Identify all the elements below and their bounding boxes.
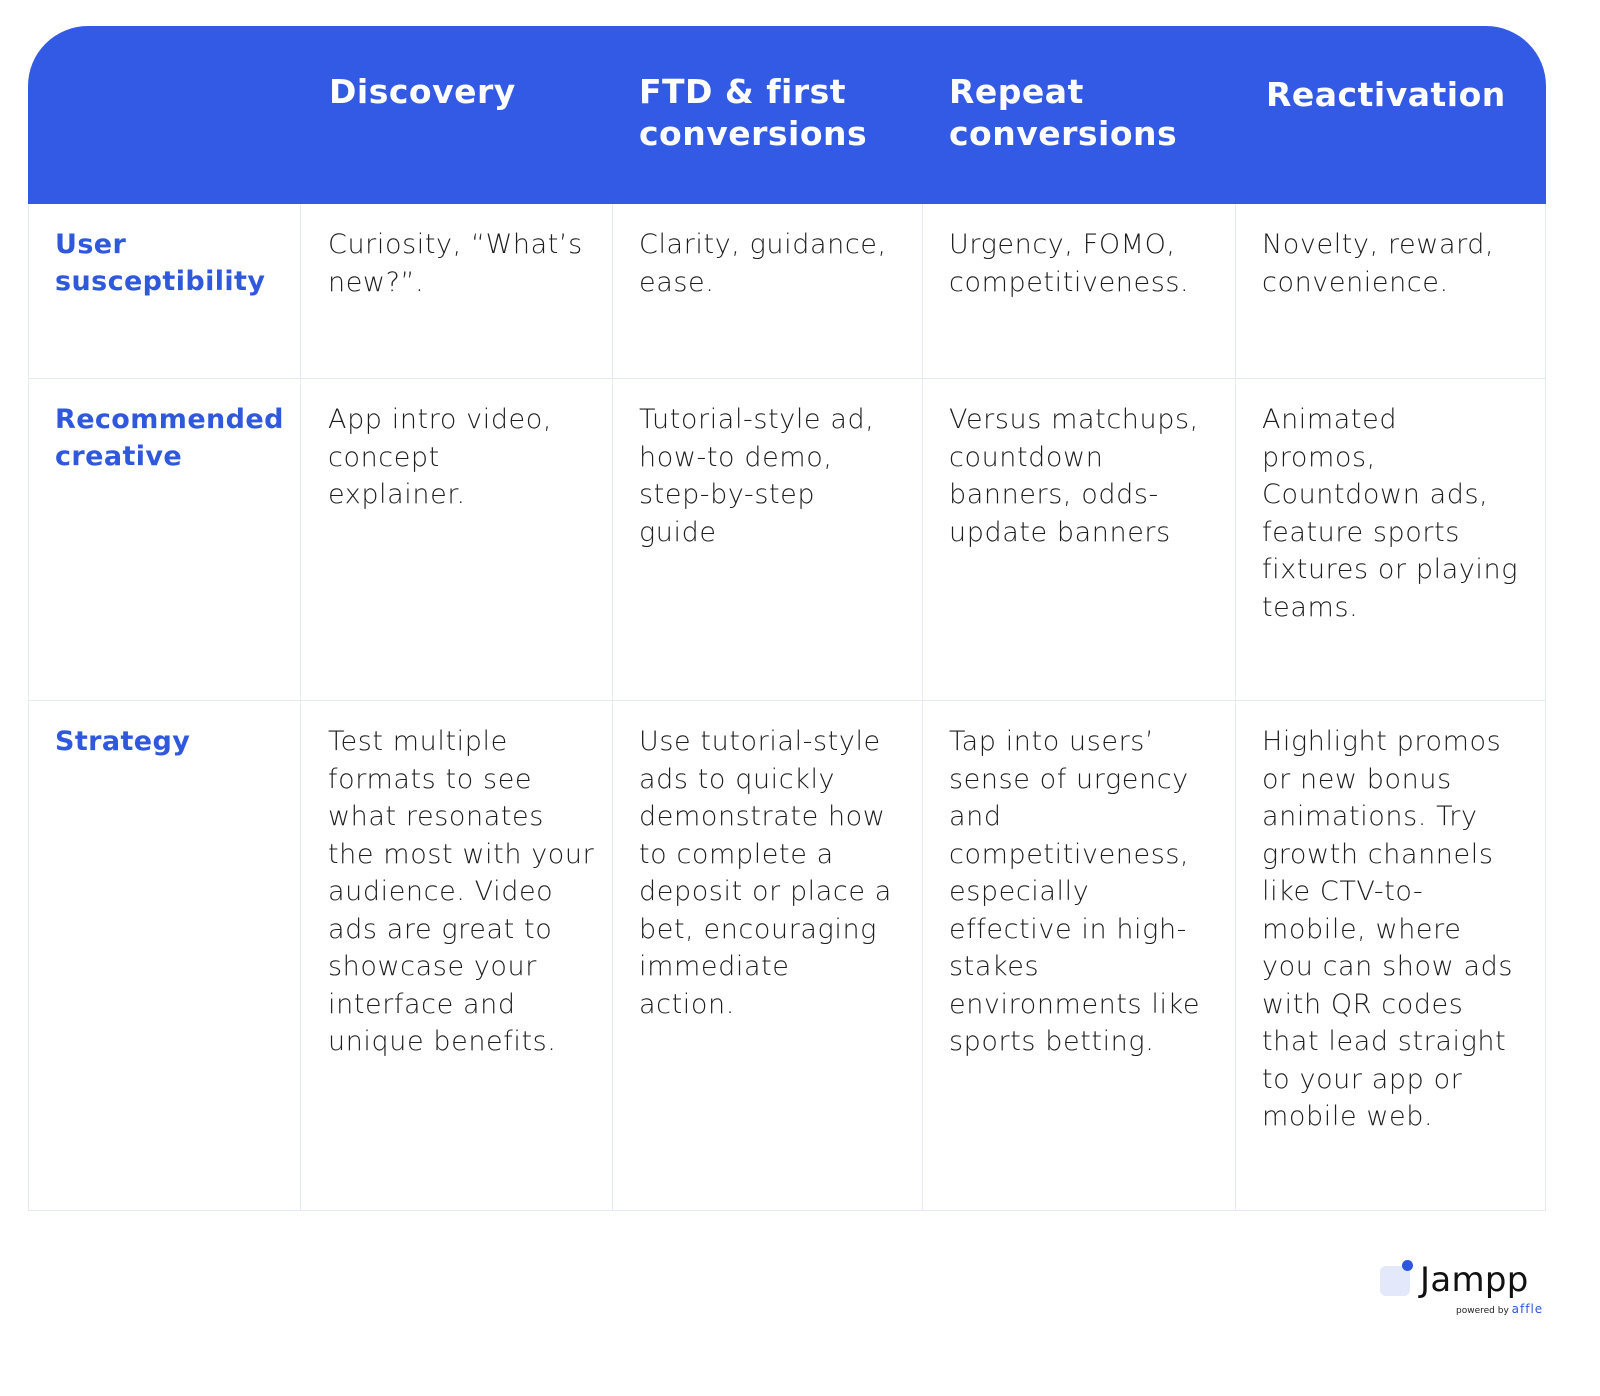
table-cell bbox=[923, 379, 1236, 700]
table-cell bbox=[301, 204, 613, 378]
row-label: User susceptibility bbox=[55, 229, 266, 297]
cell-text: Tap into users’ sense of urgency and competitiveness, especially effective in high- stakes environments like sports betting. bbox=[949, 726, 1201, 1057]
column-header-ftd: FTD & first conversions bbox=[639, 72, 868, 153]
table-cell bbox=[613, 701, 923, 1210]
cell-text: Urgency, FOMO, competitiveness. bbox=[949, 229, 1190, 298]
row-header-cell bbox=[29, 204, 301, 378]
table-cell bbox=[613, 204, 923, 378]
column-header-repeat: Repeat conversions bbox=[949, 72, 1178, 153]
comparison-table bbox=[28, 26, 1546, 1211]
logo-powered-by bbox=[1456, 1302, 1543, 1318]
row-header-cell bbox=[29, 701, 301, 1210]
row-label: Strategy bbox=[55, 726, 191, 757]
row-label: Recommended creative bbox=[55, 404, 284, 472]
cell-text: App intro video, concept explainer. bbox=[328, 404, 553, 510]
column-header-discovery: Discovery bbox=[329, 72, 516, 111]
table-cell bbox=[301, 701, 613, 1210]
cell-text: Animated promos, Countdown ads, feature sports fixtures or playing teams. bbox=[1262, 404, 1519, 623]
logo-brand-text: Jampp bbox=[1420, 1260, 1529, 1300]
header-corner bbox=[28, 26, 301, 204]
cell-text: Tutorial-style ad, how-to demo, step-by-step guide bbox=[639, 404, 875, 548]
cell-text: Curiosity, “What’s new?”. bbox=[328, 229, 583, 298]
table-row-recommended-creative bbox=[28, 379, 1546, 701]
table-cell bbox=[1236, 379, 1544, 700]
table-header bbox=[28, 26, 1546, 204]
row-header-cell bbox=[29, 379, 301, 700]
cell-text: Test multiple formats to see what resonates the most with your audience. Video ads are great to showcase your interface and unique benefits. bbox=[328, 726, 595, 1057]
powered-by-text: powered by bbox=[1456, 1306, 1509, 1316]
table-row-strategy bbox=[28, 701, 1546, 1211]
table-cell bbox=[923, 204, 1236, 378]
table-cell bbox=[301, 379, 613, 700]
table-cell bbox=[1236, 204, 1544, 378]
table-cell bbox=[1236, 701, 1544, 1210]
table-row-user-susceptibility bbox=[28, 204, 1546, 379]
logo-dot-icon bbox=[1402, 1260, 1413, 1271]
cell-text: Highlight promos or new bonus animations. Try growth channels like CTV-to- mobile, where you can show ads with QR codes that lead straight to your app or mobile web. bbox=[1262, 726, 1513, 1132]
table-cell bbox=[923, 701, 1236, 1210]
cell-text: Versus matchups, countdown banners, odds- update banners bbox=[949, 404, 1199, 548]
cell-text: Clarity, guidance, ease. bbox=[639, 229, 887, 298]
table-cell bbox=[613, 379, 923, 700]
cell-text: Use tutorial-style ads to quickly demonstrate how to complete a deposit or place a bet, encouraging immediate action. bbox=[639, 726, 892, 1020]
cell-text: Novelty, reward, convenience. bbox=[1262, 229, 1495, 298]
jampp-logo bbox=[1378, 1258, 1548, 1328]
column-header-reactivation: Reactivation bbox=[1266, 75, 1506, 114]
affle-logo-text: affle bbox=[1511, 1302, 1544, 1316]
